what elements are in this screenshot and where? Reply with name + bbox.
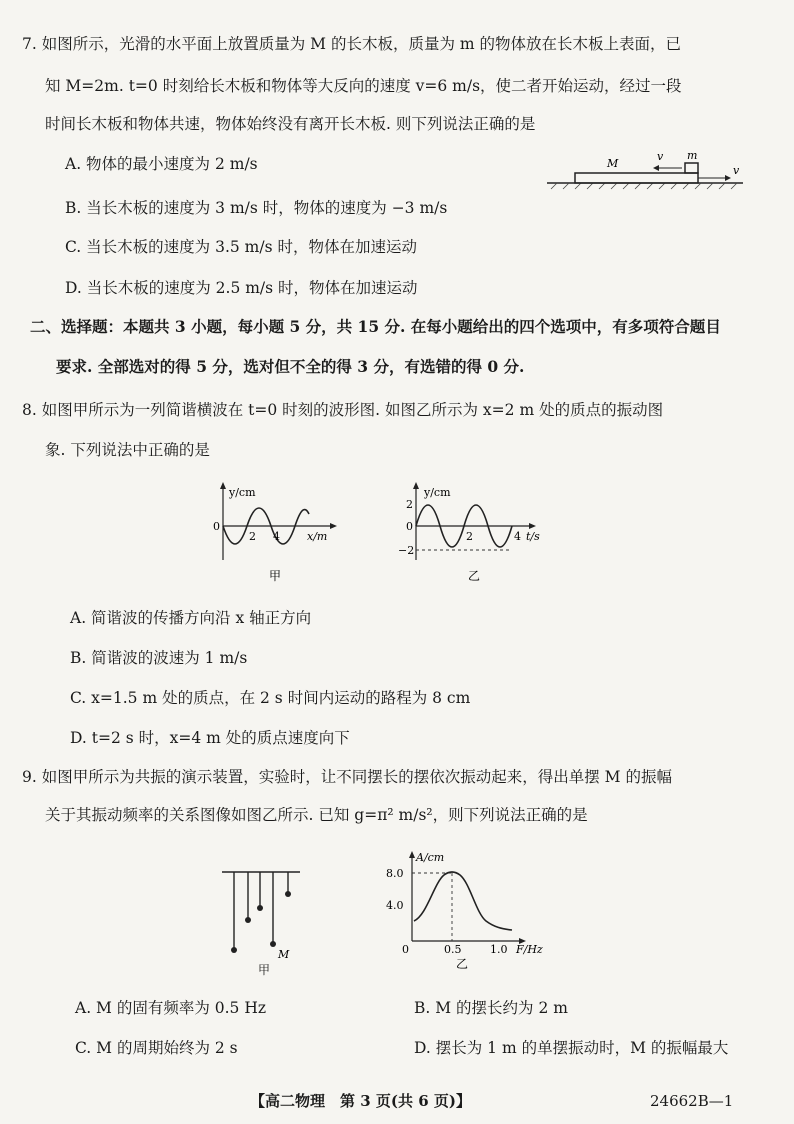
q7-board-figure: [545, 145, 745, 190]
q8-yi-tick-4: 4: [514, 530, 521, 543]
q9-yi-y-4: 4.0: [386, 899, 404, 912]
q8-jia-tick-2: 2: [249, 530, 256, 543]
q8-yi-origin: 0: [406, 520, 413, 533]
q9-option-c: C. M 的周期始终为 2 s: [75, 1039, 238, 1057]
q7-label-v-right: v: [733, 164, 740, 177]
q8-yi-tick-neg: −2: [398, 544, 415, 557]
section2-line-1: 二、选择题：本题共 3 小题，每小题 5 分，共 15 分. 在每小题给出的四个选项中，有多项符合题目: [30, 317, 721, 336]
q9-jia-caption: 甲: [258, 963, 271, 977]
q8-jia-caption: 甲: [269, 569, 282, 583]
q7-stem-line-3: 时间长木板和物体共速，物体始终没有离开长木板. 则下列说法正确的是: [45, 115, 536, 133]
q9-yi-ylabel: A/cm: [416, 851, 445, 864]
q8-stem-line-2: 象. 下列说法中正确的是: [45, 441, 210, 459]
q8-jia-ylabel: y/cm: [229, 486, 256, 499]
q8-yi-caption: 乙: [468, 569, 481, 583]
q9-option-a: A. M 的固有频率为 0.5 Hz: [75, 999, 267, 1017]
q8-stem-line-1: 8. 如图甲所示为一列简谐横波在 t=0 时刻的波形图. 如图乙所示为 x=2 m 处的质点的振动图: [22, 401, 664, 419]
q8-jia-origin: 0: [213, 520, 220, 533]
q7-label-v-left: v: [657, 150, 664, 163]
q7-stem-line-1: 7. 如图所示，光滑的水平面上放置质量为 M 的长木板，质量为 m 的物体放在长木板上表面，已: [22, 35, 681, 53]
q8-yi-tick-2: 2: [466, 530, 473, 543]
q9-yi-xlabel: F/Hz: [516, 943, 543, 956]
q9-yi-origin: 0: [402, 943, 409, 956]
q9-yi-x-05: 0.5: [444, 943, 462, 956]
q8-option-a: A. 简谐波的传播方向沿 x 轴正方向: [70, 609, 312, 627]
section2-line-2: 要求. 全部选对的得 5 分，选对但不全的得 3 分，有选错的得 0 分.: [56, 357, 525, 376]
q9-jia-label-M: M: [278, 948, 290, 961]
q9-stem-line-2: 关于其振动频率的关系图像如图乙所示. 已知 g=π² m/s²，则下列说法正确的是: [45, 806, 588, 824]
q8-vibration-graph-yi: [400, 478, 550, 586]
q9-pendulum-figure: [218, 860, 308, 960]
q8-jia-xlabel: x/m: [307, 530, 328, 543]
q7-label-M: M: [607, 157, 619, 170]
q7-label-m: m: [687, 149, 698, 162]
q9-yi-caption: 乙: [456, 957, 469, 971]
q9-resonance-graph-yi: [372, 843, 552, 978]
q9-stem-line-1: 9. 如图甲所示为共振的演示装置，实验时，让不同摆长的摆依次振动起来，得出单摆 M 的振幅: [22, 768, 672, 786]
q8-option-b: B. 简谐波的波速为 1 m/s: [70, 649, 248, 667]
q7-stem-line-2: 知 M=2m. t=0 时刻给长木板和物体等大反向的速度 v=6 m/s，使二者开始运动，经过一段: [45, 77, 682, 95]
page-footer: 【高二物理 第 3 页(共 6 页)】: [250, 1092, 471, 1110]
q7-option-a: A. 物体的最小速度为 2 m/s: [65, 155, 258, 173]
q8-yi-ylabel: y/cm: [424, 486, 451, 499]
q8-yi-tick-pos: 2: [406, 498, 413, 511]
q8-jia-tick-4: 4: [273, 530, 280, 543]
q7-option-c: C. 当长木板的速度为 3.5 m/s 时，物体在加速运动: [65, 238, 417, 256]
q9-yi-y-8: 8.0: [386, 867, 404, 880]
q8-option-c: C. x=1.5 m 处的质点，在 2 s 时间内运动的路程为 8 cm: [70, 689, 471, 707]
q8-yi-xlabel: t/s: [526, 530, 540, 543]
q8-wave-graph-jia: [205, 478, 345, 586]
paper-code: 24662B—1: [650, 1092, 734, 1110]
q7-option-d: D. 当长木板的速度为 2.5 m/s 时，物体在加速运动: [65, 279, 418, 297]
q9-yi-x-10: 1.0: [490, 943, 508, 956]
q7-option-b: B. 当长木板的速度为 3 m/s 时，物体的速度为 −3 m/s: [65, 199, 448, 217]
q8-option-d: D. t=2 s 时，x=4 m 处的质点速度向下: [70, 729, 350, 747]
q9-option-b: B. M 的摆长约为 2 m: [414, 999, 568, 1017]
q9-option-d: D. 摆长为 1 m 的单摆振动时，M 的振幅最大: [414, 1039, 729, 1057]
